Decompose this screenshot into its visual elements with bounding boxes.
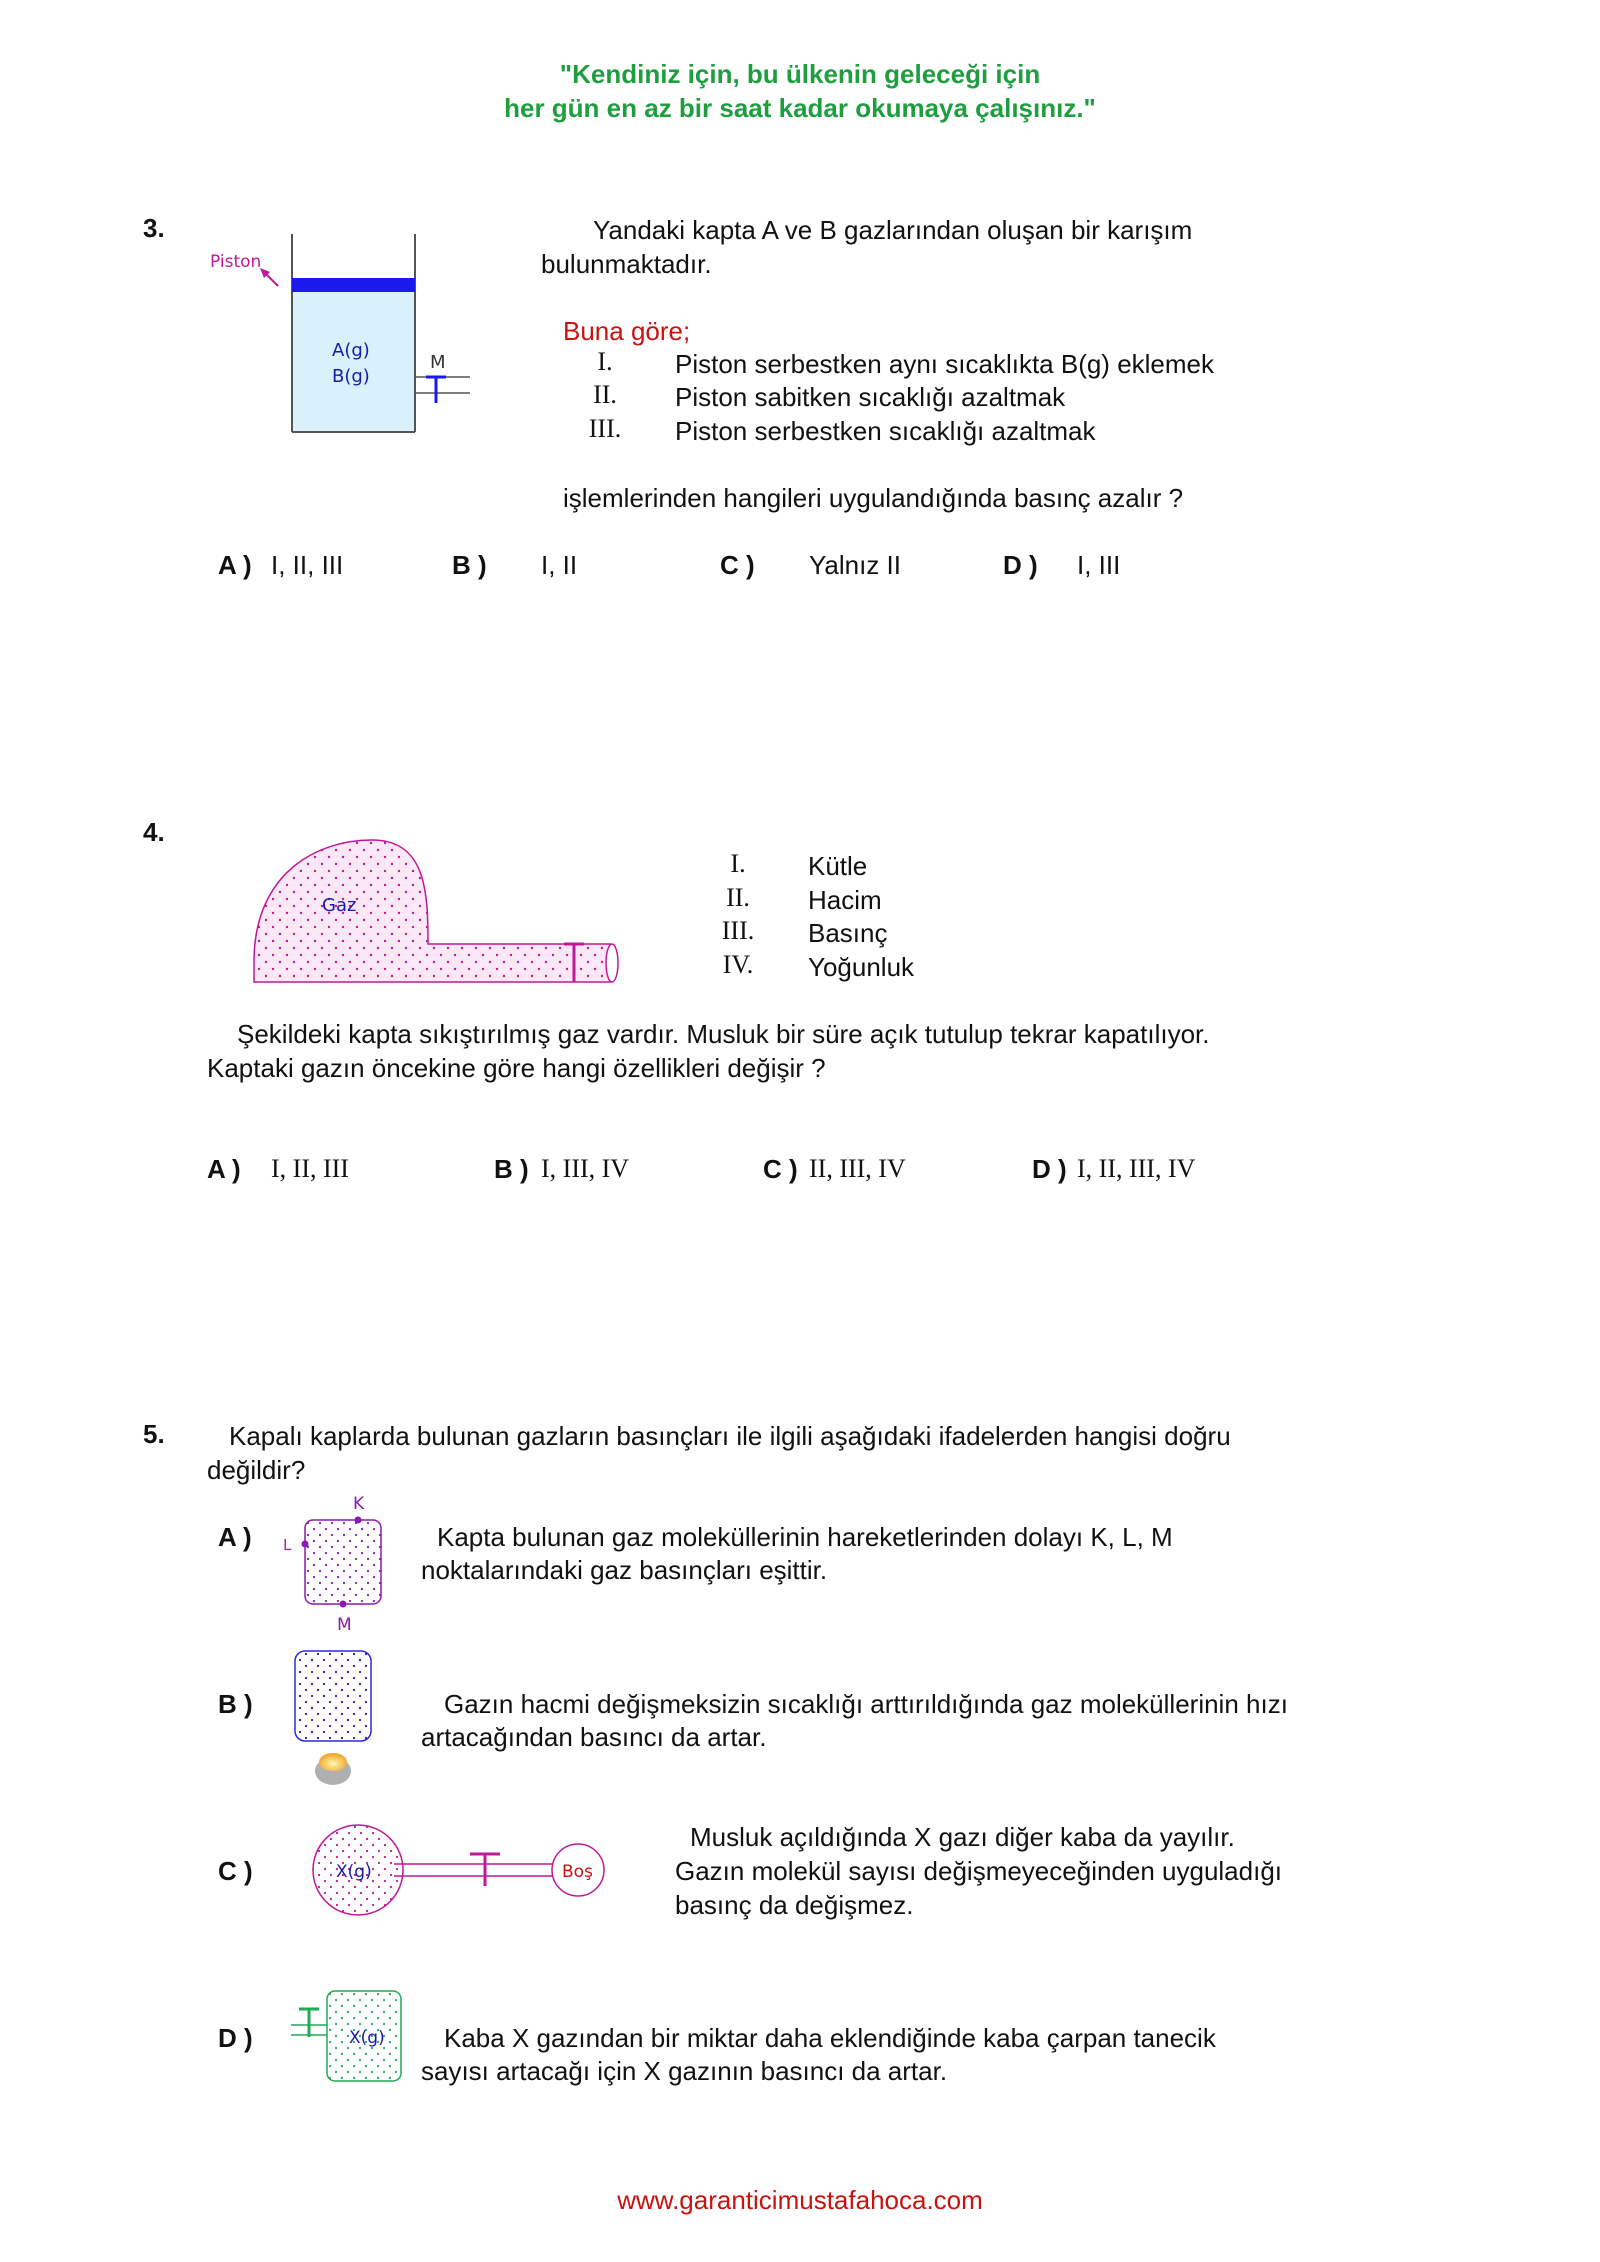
piston-container-figure	[200, 230, 490, 440]
q4-option-d-letter[interactable]: D )	[1032, 1154, 1067, 1184]
label-k: K	[353, 1494, 365, 1514]
q4-option-c-letter[interactable]: C )	[763, 1154, 798, 1184]
q3-item-1-text: Piston serbestken aynı sıcaklıkta B(g) eklemek	[675, 349, 1215, 379]
q5-option-c-letter[interactable]: C )	[218, 1856, 253, 1886]
piston-label: Piston	[210, 252, 262, 272]
q4-option-c-text[interactable]: II, III, IV	[809, 1154, 906, 1183]
q3-item-3-roman: III.	[588, 414, 622, 443]
q5-option-a-letter[interactable]: A )	[218, 1522, 252, 1552]
valve-label: M	[430, 352, 446, 373]
gas-region	[293, 292, 414, 431]
two-flask-figure	[298, 1818, 608, 1928]
motto-line-2: her gün en az bir saat kadar okumaya çalışınız."	[504, 93, 1096, 123]
point-m	[340, 1601, 347, 1608]
q5-option-d-letter[interactable]: D )	[218, 2023, 253, 2053]
q3-text-line-2: bulunmaktadır.	[541, 249, 712, 279]
point-k	[355, 1517, 362, 1524]
q5-b-line-1: Gazın hacmi değişmeksizin sıcaklığı arttırıldığında gaz moleküllerinin hızı	[444, 1689, 1288, 1719]
q4-text-line-2: Kaptaki gazın öncekine göre hangi özellikleri değişir ?	[207, 1053, 826, 1083]
q5-b-line-2: artacağından basıncı da artar.	[421, 1722, 767, 1752]
q3-option-a-text[interactable]: I, II, III	[271, 550, 344, 580]
green-flask-figure	[285, 1985, 415, 2085]
q5-c-line-1: Musluk açıldığında X gazı diğer kaba da yayılır.	[690, 1822, 1235, 1852]
q4-option-a-letter[interactable]: A )	[207, 1154, 241, 1184]
q4-item-4-text: Yoğunluk	[808, 952, 915, 982]
q4-item-2-roman: II.	[726, 883, 750, 912]
flask-x-label: X(g)	[349, 2028, 385, 2048]
q4-item-3-roman: III.	[721, 916, 755, 945]
q3-option-c-letter[interactable]: C )	[720, 550, 755, 580]
container-box	[295, 1651, 371, 1741]
q4-item-1-text: Kütle	[808, 851, 868, 881]
q3-option-d-text[interactable]: I, III	[1077, 550, 1121, 580]
q3-question: işlemlerinden hangileri uygulandığında basınç azalır ?	[563, 483, 1184, 513]
q5-d-line-2: sayısı artacağı için X gazının basıncı da artar.	[421, 2056, 948, 2086]
q5-c-line-2: Gazın molekül sayısı değişmeyeceğinden uyguladığı	[675, 1856, 1283, 1886]
label-m: M	[337, 1615, 352, 1635]
q5-text-line-2: değildir?	[207, 1455, 306, 1485]
gas-b-label: B(g)	[332, 366, 370, 387]
q3-item-2-text: Piston sabitken sıcaklığı azaltmak	[675, 382, 1066, 412]
footer-url[interactable]: www.garanticimustafahoca.com	[617, 2185, 983, 2215]
question-5-number: 5.	[143, 1419, 165, 1449]
q4-item-4-roman: IV.	[722, 950, 754, 979]
motto-line-1: "Kendiniz için, bu ülkenin geleceği için	[559, 59, 1041, 89]
q3-option-c-text[interactable]: Yalnız II	[809, 550, 902, 580]
dome-outline	[254, 840, 610, 982]
q3-item-1-roman: I.	[597, 347, 613, 376]
q4-option-d-text[interactable]: I, II, III, IV	[1077, 1154, 1196, 1183]
q5-a-line-1: Kapta bulunan gaz moleküllerinin hareketlerinden dolayı K, L, M	[437, 1522, 1173, 1552]
q5-d-line-1: Kaba X gazından bir miktar daha eklendiğinde kaba çarpan tanecik	[444, 2023, 1216, 2053]
q3-item-3-text: Piston serbestken sıcaklığı azaltmak	[675, 416, 1096, 446]
flask-x-label: X(g)	[336, 1862, 372, 1882]
label-l: L	[283, 1536, 292, 1554]
q4-item-2-text: Hacim	[808, 885, 882, 915]
q4-item-1-roman: I.	[730, 849, 746, 878]
q5-c-line-3: basınç da değişmez.	[675, 1890, 914, 1920]
q3-text-line-1: Yandaki kapta A ve B gazlarından oluşan bir karışım	[593, 215, 1193, 245]
q3-item-2-roman: II.	[593, 380, 617, 409]
question-3-number: 3.	[143, 213, 165, 243]
q5-option-b-letter[interactable]: B )	[218, 1689, 253, 1719]
q4-option-a-text[interactable]: I, II, III	[271, 1154, 349, 1183]
q4-text-line-1: Şekildeki kapta sıkıştırılmış gaz vardır. Musluk bir süre açık tutulup tekrar kapatılıyor.	[237, 1019, 1210, 1049]
q3-option-b-text[interactable]: I, II	[541, 550, 578, 580]
kml-container-figure	[275, 1490, 385, 1640]
q4-item-3-text: Basınç	[808, 918, 888, 948]
q3-option-d-letter[interactable]: D )	[1003, 550, 1038, 580]
q4-option-b-letter[interactable]: B )	[494, 1154, 529, 1184]
q4-option-b-text[interactable]: I, III, IV	[541, 1154, 630, 1183]
q5-a-line-2: noktalarındaki gaz basınçları eşittir.	[421, 1555, 828, 1585]
dome-gas-figure	[248, 832, 628, 994]
q5-text-line-1: Kapalı kaplarda bulunan gazların basınçları ile ilgili aşağıdaki ifadelerden hangisi doğru	[229, 1421, 1231, 1451]
container-box	[305, 1520, 381, 1604]
point-l	[302, 1541, 309, 1548]
piston-bar	[292, 278, 415, 292]
gas-a-label: A(g)	[332, 340, 370, 361]
flask-empty-label: Boş	[562, 1862, 593, 1882]
q3-option-a-letter[interactable]: A )	[218, 550, 252, 580]
gaz-label: Gaz	[322, 895, 357, 916]
heated-container-figure	[285, 1645, 385, 1795]
q3-intro: Buna göre;	[563, 316, 691, 346]
q3-option-b-letter[interactable]: B )	[452, 550, 487, 580]
question-4-number: 4.	[143, 817, 165, 847]
